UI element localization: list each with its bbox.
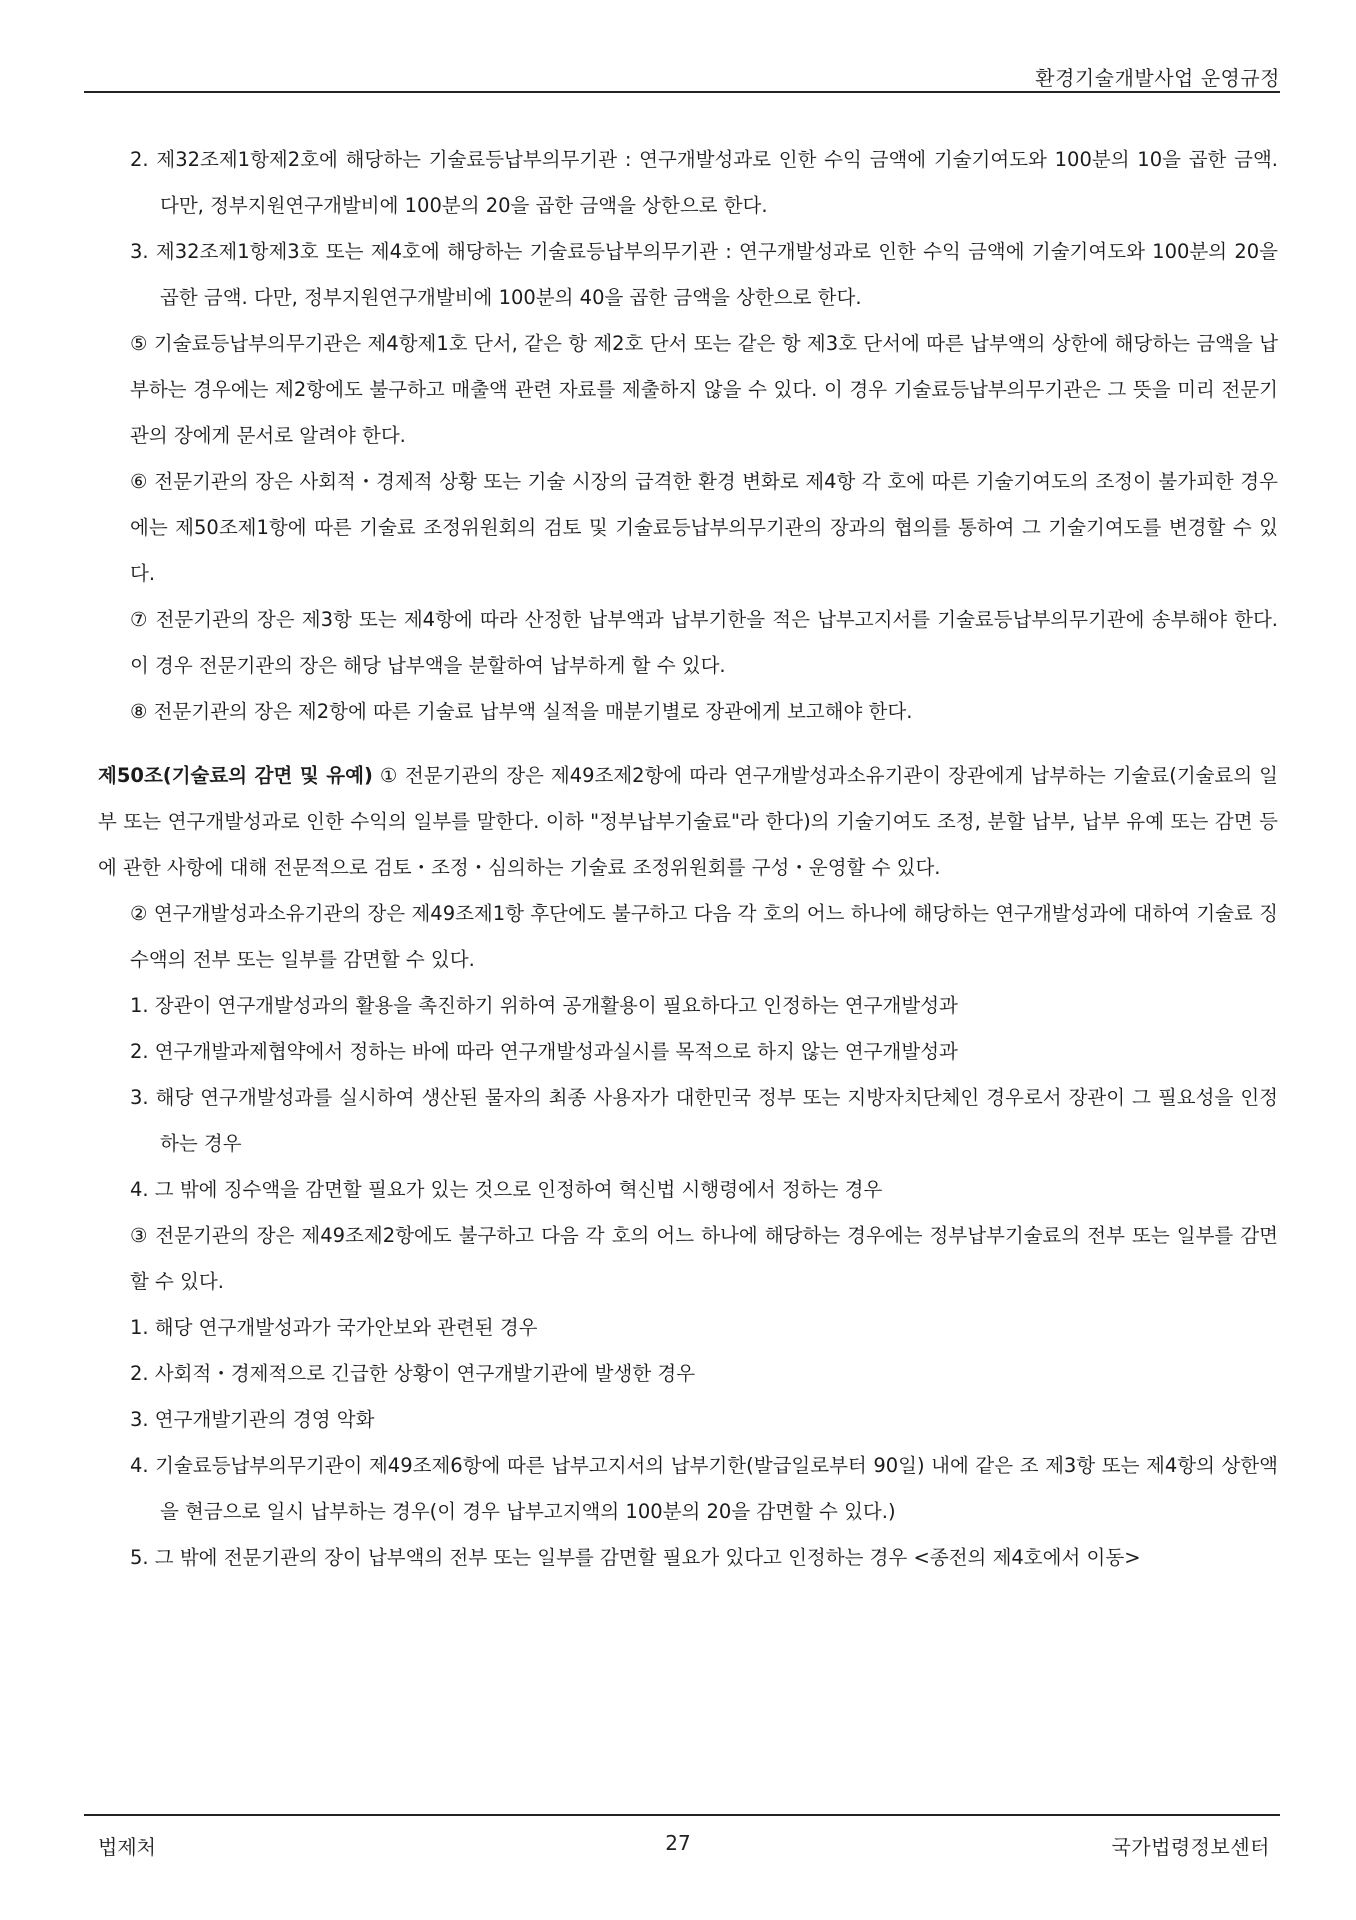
list-item: 4. 그 밖에 징수액을 감면할 필요가 있는 것으로 인정하여 혁신법 시행령에서 정하는 경우 [130,1178,883,1201]
list-item: 2. 사회적・경제적으로 긴급한 상황이 연구개발기관에 발생한 경우 [130,1362,696,1385]
list-item: 2. 연구개발과제협약에서 정하는 바에 따라 연구개발성과실시를 목적으로 하지 않는 연구개발성과 [130,1040,958,1063]
list-item: 4. 기술료등납부의무기관이 제49조제6항에 따른 납부고지서의 납부기한(발급일로부터 90일) 내에 같은 조 제3항 또는 제4항의 상한액을 현금으로 일시 납부하는 경우(이 경우 납부고지액의 100분의 20을 감면할 수 있다.) [130,1454,1278,1523]
article-paragraph [98,753,1278,891]
article-text: ① 전문기관의 장은 제49조제2항에 따라 연구개발성과소유기관이 장관에게 납부하는 기술료(기술료의 일부 또는 연구개발성과로 인한 수익의 일부를 말한다. 이하 "정부납부기술료"라 한다)의 기술기여도 조정, 분할 납부, 납부 유예 또는 감면 등에 관한 사항에 대해 전문적으로 검토・조정・심의하는 기술료 조정위원회를 구성・운영할 수 있다. [98,764,1278,879]
clause-paragraph: ③ 전문기관의 장은 제49조제2항에도 불구하고 다음 각 호의 어느 하나에 해당하는 경우에는 정부납부기술료의 전부 또는 일부를 감면할 수 있다. [130,1224,1278,1293]
document-body [98,137,1278,1581]
clause-paragraph: ⑦ 전문기관의 장은 제3항 또는 제4항에 따라 산정한 납부액과 납부기한을 적은 납부고지서를 기술료등납부의무기관에 송부해야 한다. 이 경우 전문기관의 장은 해당 납부액을 분할하여 납부하게 할 수 있다. [130,608,1278,677]
footer-source: 국가법령정보센터 [1111,1835,1270,1859]
clause-paragraph: ⑥ 전문기관의 장은 사회적・경제적 상황 또는 기술 시장의 급격한 환경 변화로 제4항 각 호에 따른 기술기여도의 조정이 불가피한 경우에는 제50조제1항에 따른 기술료 조정위원회의 검토 및 기술료등납부의무기관의 장과의 협의를 통하여 그 기술기여도를 변경할 수 있다. [130,470,1278,585]
footer-publisher: 법제처 [98,1835,156,1859]
list-item: 3. 연구개발기관의 경영 악화 [130,1408,375,1431]
clause-paragraph: ② 연구개발성과소유기관의 장은 제49조제1항 후단에도 불구하고 다음 각 호의 어느 하나에 해당하는 연구개발성과에 대하여 기술료 징수액의 전부 또는 일부를 감면할 수 있다. [130,902,1278,971]
footer-rule [84,1814,1280,1816]
page-number: 27 [665,1831,691,1855]
article-heading: 제50조(기술료의 감면 및 유예) [98,764,373,787]
clause-paragraph: ⑤ 기술료등납부의무기관은 제4항제1호 단서, 같은 항 제2호 단서 또는 같은 항 제3호 단서에 따른 납부액의 상한에 해당하는 금액을 납부하는 경우에는 제2항에도 불구하고 매출액 관련 자료를 제출하지 않을 수 있다. 이 경우 기술료등납부의무기관은 그 뜻을 미리 전문기관의 장에게 문서로 알려야 한다. [130,332,1278,447]
list-item: 1. 해당 연구개발성과가 국가안보와 관련된 경우 [130,1316,538,1339]
list-item: 3. 제32조제1항제3호 또는 제4호에 해당하는 기술료등납부의무기관 : 연구개발성과로 인한 수익 금액에 기술기여도와 100분의 20을 곱한 금액. 다만, 정부지원연구개발비에 100분의 40을 곱한 금액을 상한으로 한다. [130,240,1278,309]
header-rule [84,91,1280,93]
clause-paragraph: ⑧ 전문기관의 장은 제2항에 따른 기술료 납부액 실적을 매분기별로 장관에게 보고해야 한다. [130,700,913,723]
list-item: 1. 장관이 연구개발성과의 활용을 촉진하기 위하여 공개활용이 필요하다고 인정하는 연구개발성과 [130,994,958,1017]
list-item: 2. 제32조제1항제2호에 해당하는 기술료등납부의무기관 : 연구개발성과로 인한 수익 금액에 기술기여도와 100분의 10을 곱한 금액. 다만, 정부지원연구개발비에 100분의 20을 곱한 금액을 상한으로 한다. [130,148,1278,217]
list-item: 3. 해당 연구개발성과를 실시하여 생산된 물자의 최종 사용자가 대한민국 정부 또는 지방자치단체인 경우로서 장관이 그 필요성을 인정하는 경우 [130,1086,1278,1155]
header-title: 환경기술개발사업 운영규정 [1035,66,1280,90]
list-item: 5. 그 밖에 전문기관의 장이 납부액의 전부 또는 일부를 감면할 필요가 있다고 인정하는 경우 <종전의 제4호에서 이동> [130,1546,1141,1569]
